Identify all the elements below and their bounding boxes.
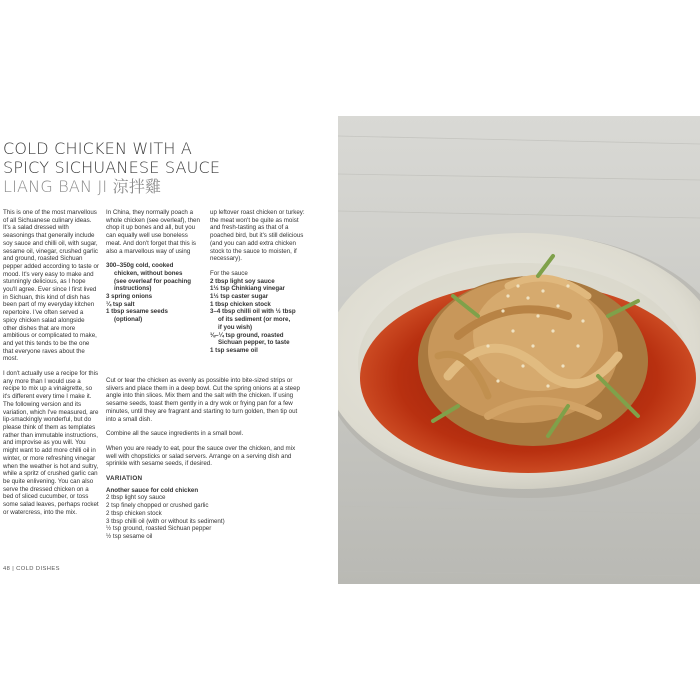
ingredient-item: 1½ tsp caster sugar <box>210 293 269 301</box>
ingredient-item: ⅛–¼ tsp ground, roasted <box>210 331 284 339</box>
variation-list <box>106 494 304 540</box>
intro-column-3 <box>210 209 306 355</box>
ingredient-item: 1 tbsp chicken stock <box>210 300 271 308</box>
ingredient-item: 300–350g cold, cooked <box>106 262 174 270</box>
variation-item: ½ tsp sesame oil <box>106 532 153 540</box>
variation-title: Another sauce for cold chicken <box>106 486 199 494</box>
dish-photo <box>338 116 700 584</box>
variation-item: 3 tbsp chilli oil (with or without its sediment) <box>106 517 225 525</box>
method-section <box>106 377 304 541</box>
ingredient-item: if you wish) <box>218 323 253 331</box>
intro-paragraph: This is one of the most marvellous of all Sichuanese culinary ideas. It's a salad dressed with seasonings that generally include soy sauce and chilli oil, with sugar, sesame oil, vinegar, crushed garlic and ground, roasted Sichuan pepper added according to taste or mood. It's very easy to make and stunningly delicious, as I hope you'll agree. Ever since I first lived in Sichuan, this kind of dish has been part of my everyday kitchen repertoire. I've often served a spicy chicken salad alongside other dishes that are more ambitious or complicated to make, and yet this tends to be the one that everyone raves about the most. <box>3 209 99 363</box>
ingredient-item: 3–4 tbsp chilli oil with ½ tbsp <box>210 308 296 316</box>
title-line-1: COLD CHICKEN WITH A <box>3 139 193 158</box>
recipe-title <box>3 139 333 196</box>
dish-photo-illustration <box>338 116 700 584</box>
variation-heading: VARIATION <box>106 475 143 483</box>
ingredient-item: instructions) <box>114 285 152 293</box>
ingredient-item: 1 tbsp sesame seeds <box>106 308 168 316</box>
sauce-ingredients-list <box>210 278 306 355</box>
ingredient-item: chicken, without bones <box>114 269 183 277</box>
ingredient-item: 2 tbsp light soy sauce <box>210 277 275 285</box>
method-step: When you are ready to eat, pour the sauce over the chicken, and mix well with chopsticks or salad servers. Arrange on a serving dish and sprinkle with sesame seeds, if desired. <box>106 444 296 468</box>
ingredient-item: of its sediment (or more, <box>218 316 291 324</box>
ingredient-item: ¼ tsp salt <box>106 300 135 308</box>
intro-paragraph: In China, they normally poach a whole chicken (see overleaf), then chop it up bones and all, but you can equally well use boneless meat. And don't forget that this is also a marvellous way of using <box>106 209 200 255</box>
variation-item: 2 tbsp light soy sauce <box>106 494 166 502</box>
sauce-heading: For the sauce <box>210 269 248 277</box>
ingredient-item: Sichuan pepper, to taste <box>218 339 290 347</box>
page-footer: 48 | COLD DISHES <box>3 566 60 572</box>
intro-column-2 <box>106 209 202 324</box>
intro-column-1 <box>3 209 99 523</box>
variation-item: 2 tsp finely chopped or crushed garlic <box>106 502 209 510</box>
ingredient-item: 1½ tsp Chinkiang vinegar <box>210 285 285 293</box>
title-line-2: SPICY SICHUANESE SAUCE <box>3 158 221 177</box>
variation-item: 2 tbsp chicken stock <box>106 509 162 517</box>
intro-paragraph: I don't actually use a recipe for this any more than I would use a recipe to mix up a vinaigrette, so it's different every time I make it. The following version and its variation, which I've measured, are lip-smackingly wonderful, but do please think of them as templates rather than immutable instructions, and improvise as you will. You might want to add more chilli oil in winter, or more refreshing vinegar when the weather is hot and sultry, while a spritz of crushed garlic can be quite enlivening. You can also serve the dressed chicken on a bed of sliced cucumber, or toss some salad leaves, perhaps rocket or watercress, into the mix. <box>3 370 99 516</box>
ingredient-item: (see overleaf for poaching <box>114 277 192 285</box>
ingredients-list <box>106 262 202 324</box>
chicken-salad <box>418 276 648 446</box>
method-step: Combine all the sauce ingredients in a small bowl. <box>106 430 244 438</box>
ingredient-item: 3 spring onions <box>106 293 153 301</box>
ingredient-item: (optional) <box>114 316 143 324</box>
intro-paragraph: up leftover roast chicken or turkey: the meat won't be quite as moist and fresh-tasting as that of a poached bird, but it's still delicious (and you can add extra chicken stock to the sauce to moisten, if necessary). <box>210 209 305 263</box>
method-step: Cut or tear the chicken as evenly as possible into bite-sized strips or slivers and place them in a deep bowl. Cut the spring onions at a steep angle into thin slices. Mix them and the salt with the chicken. If using sesame seeds, toast them gently in a dry wok or frying pan for a few minutes, until they are fragrant and starting to turn golden, then tip out into a small dish. <box>106 377 300 423</box>
ingredient-item: 1 tsp sesame oil <box>210 346 258 354</box>
recipe-subtitle: LIANG BAN JI 涼拌雞 <box>3 177 162 196</box>
variation-item: ½ tsp ground, roasted Sichuan pepper <box>106 525 212 533</box>
